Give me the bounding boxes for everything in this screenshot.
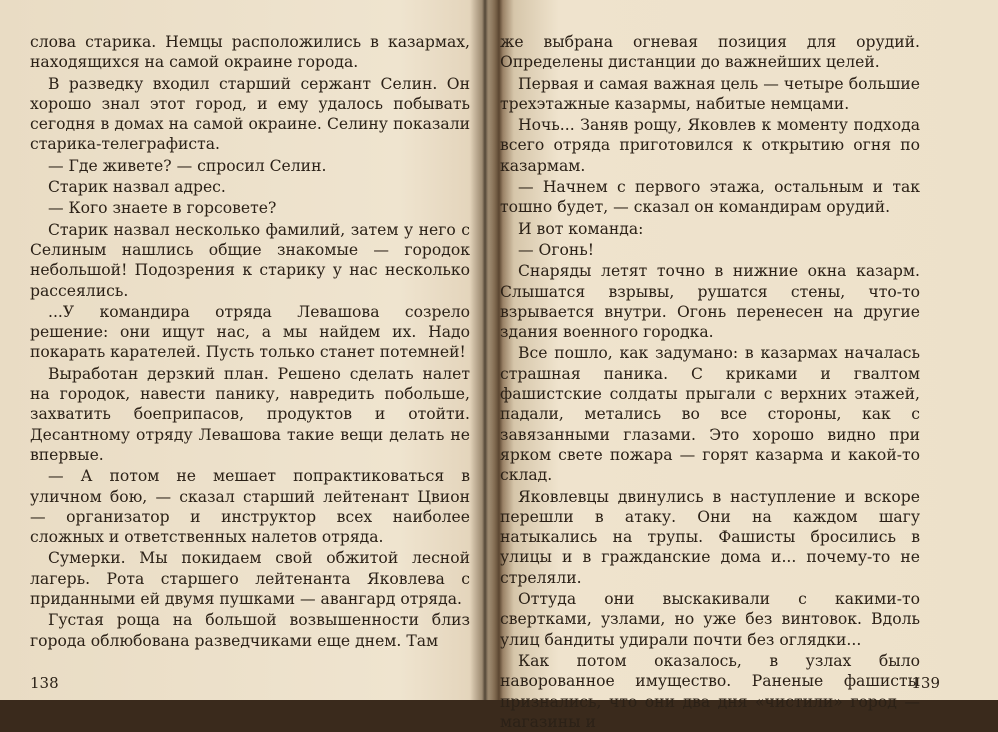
paragraph: Оттуда они выскакивали с какими-то свертками, узлами, но уже без винтовок. Вдоль улиц бандиты удирали почти без оглядки...	[500, 590, 920, 649]
paragraph: Старик назвал несколько фамилий, затем у него с Селиным нашлись общие знакомые — городок небольшой! Подозрения к старику у нас несколько рассеялись.	[30, 220, 470, 300]
paragraph: ...У командира отряда Левашова созрело решение: они ищут нас, а мы найдем их. Надо покарать карателей. Пусть только станет потемней!	[30, 302, 470, 362]
paragraph: — Где живете? — спросил Селин.	[48, 156, 327, 175]
paragraph: Первая и самая важная цель — четыре большие трехэтажные казармы, набитые немцами.	[500, 74, 920, 113]
paragraph: Ночь... Заняв рощу, Яковлев к моменту подхода всего отряда приготовился к открытию огня по казармам.	[500, 116, 920, 175]
paragraph: Снаряды летят точно в нижние окна казарм. Слышатся взрывы, рушатся стены, что-то взрывается внутри. Огонь перенесен на другие здания военного городка.	[500, 262, 920, 342]
paragraph: И вот команда:	[518, 219, 644, 238]
paragraph: слова старика. Немцы расположились в казармах, находящихся на самой окраине города.	[30, 33, 470, 72]
paragraph: же выбрана огневая позиция для орудий. Определены дистанции до важнейших целей.	[500, 33, 920, 72]
paragraph: — Кого знаете в горсовете?	[48, 199, 277, 218]
paragraph: В разведку входил старший сержант Селин. Он хорошо знал этот город, и ему удалось побывать сегодня в домах на самой окраине. Селину показали старика-телеграфиста.	[30, 74, 470, 154]
paragraph: Выработан дерзкий план. Решено сделать налет на городок, навести панику, навредить побольше, захватить боеприпасов, продуктов и отойти. Десантному отряду Левашова такие вещи делать не впервые.	[30, 364, 470, 464]
right-page	[500, 32, 920, 732]
left-page-number: 138	[30, 674, 59, 692]
paragraph: Все пошло, как задумано: в казармах началась страшная паника. С криками и гвалтом фашистские солдаты прыгали с верхних этажей, падали, метались во все стороны, как с завязанными глазами. Это хорошо видно при ярком свете пожара — горят казарма и какой-то склад.	[500, 344, 920, 485]
paragraph: Как потом оказалось, в узлах было наворованное имущество. Раненые фашисты признались, что они два дня «чистили» город — магазины и	[500, 651, 920, 731]
paragraph: Яковлевцы двинулись в наступление и вскоре перешли в атаку. Они на каждом шагу натыкались на трупы. Фашисты бросились в улицы и в гражданские дома и... почему-то не стреляли.	[500, 487, 920, 587]
paragraph: Сумерки. Мы покидаем свой обжитой лесной лагерь. Рота старшего лейтенанта Яковлева с приданными ей двумя пушками — авангард отряда.	[30, 549, 470, 609]
paragraph: Старик назвал адрес.	[48, 178, 226, 197]
right-page-number: 139	[911, 674, 940, 692]
paragraph: — А потом не мешает попрактиковаться в уличном бою, — сказал старший лейтенант Цвион — организатор и инструктор всех наиболее сложных и ответственных налетов отряда.	[30, 467, 470, 547]
paragraph: — Огонь!	[518, 240, 595, 259]
paragraph: — Начнем с первого этажа, остальным и так тошно будет, — сказал он командирам орудий.	[500, 178, 920, 217]
paragraph: Густая роща на большой возвышенности близ города облюбована разведчиками еще днем. Там	[30, 611, 470, 650]
book-gutter	[470, 0, 500, 700]
left-page	[30, 32, 470, 651]
